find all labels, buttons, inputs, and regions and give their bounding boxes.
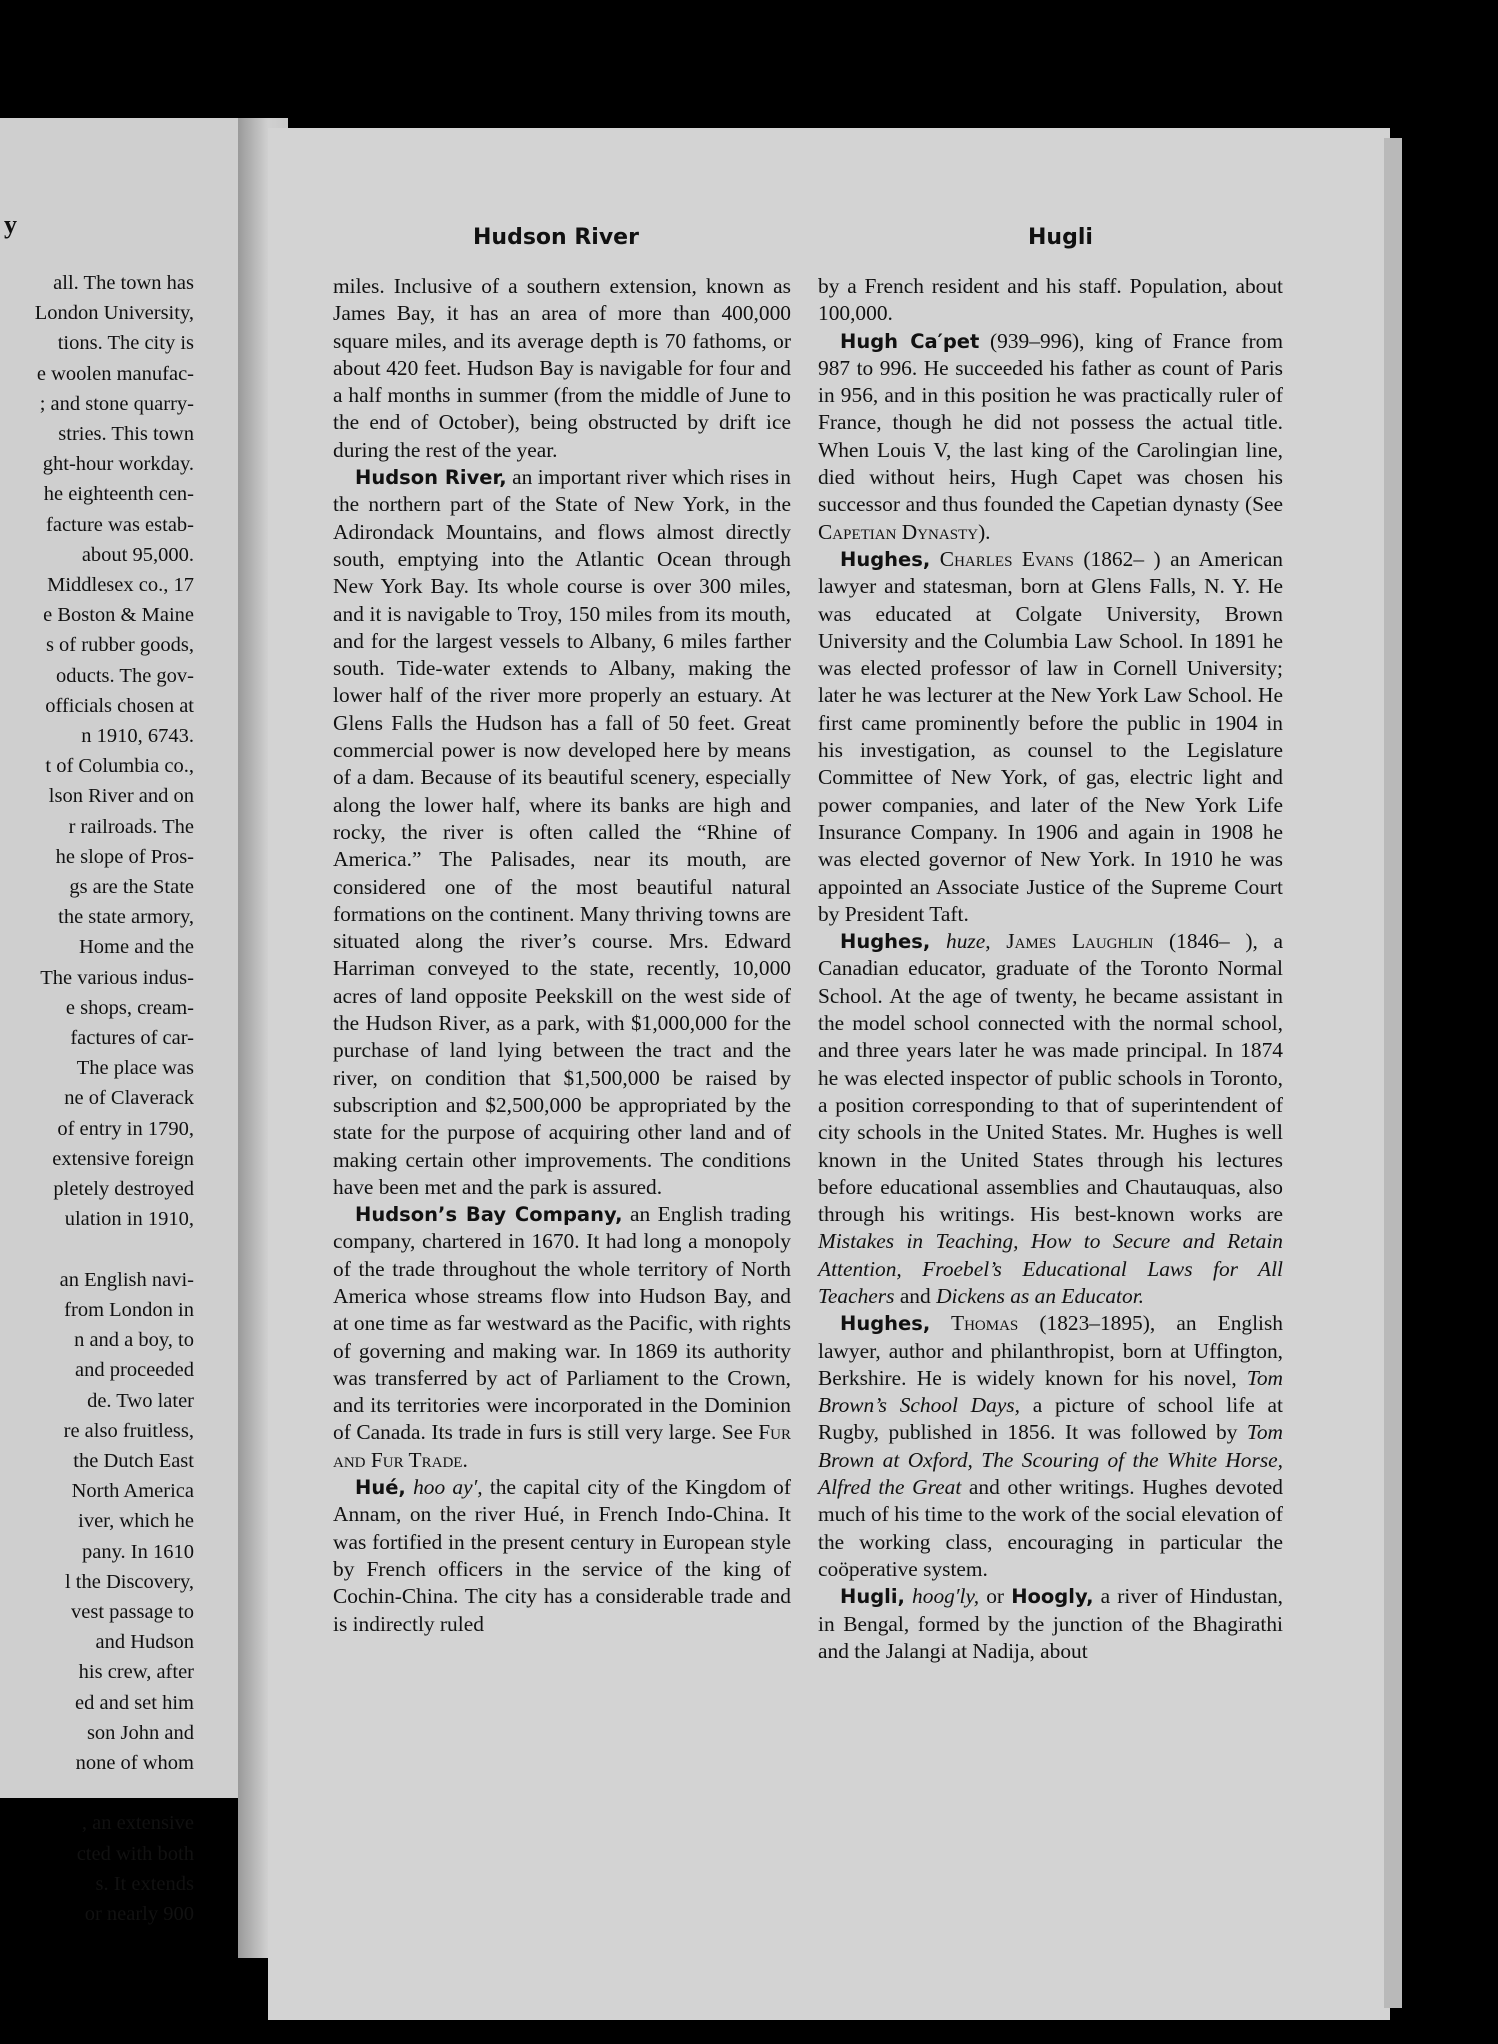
entry-text: or [979,1584,1012,1609]
entry-hugh-capet [818,328,1283,546]
left-page-line: tions. The city is [57,332,194,355]
left-page-line: stries. This town [58,423,194,446]
headword: Hughes, [840,930,931,954]
left-page-line: s of rubber goods, [45,634,194,657]
entry-text: a picture of school life at Rugby, published in 1856. It was followed by [818,1393,1283,1445]
left-page-line: s. It extends [95,1872,194,1895]
left-page-line: none of whom [75,1751,194,1774]
left-page [0,118,238,1925]
left-page-line: the state armory, [58,906,194,929]
headword: Hudson River, [355,466,507,490]
entry-text: (939–996), king of France from 987 to 996. He succeeded his father as count of Paris in 956, and in this position he was practically ruler of France, though he did not possess the actual title. When Louis V, the last king of the Carolingian line, died without heirs, Hugh Capet was chosen his successor and thus founded the Capetian dynasty (See [818,328,1284,517]
entry-hudson-river [333,464,791,1201]
left-page-line: ne of Claverack [64,1087,194,1110]
left-page-line: pletely destroyed [53,1178,194,1201]
entry-text: (1862– ) an American lawyer and statesman, born at Glens Falls, N. Y. He was educated at Colgate University, Brown University and the Columbia Law School. In 1891 he was elected professor of law in Cornell University; later he was lecturer at the New York Law School. He first came prominently before the public in 1904 in his investigation, as counsel to the Legislature Committee of New York, of gas, electric light and power companies, and later of the New York Life Insurance Company. In 1906 and again in 1908 he was elected governor of New York. In 1910 he was appointed an Associate Justice of the Supreme Court by President Taft. [818,546,1284,926]
left-page-line: r railroads. The [68,815,194,838]
entry-text: and other writings. Hughes devoted much of his time to the work of the social elevation of the working class, encouraging in particular the coöperative system. [818,1475,1283,1581]
pronunciation: hoog′ly, [904,1584,980,1609]
entry-text: a river of Hindustan, in Bengal, formed by the junction of the Bhagirathi and the Jalangi at Nadija, about [818,1584,1283,1663]
left-page-line: extensive foreign [52,1147,194,1170]
entry-hughes-charles-evans [818,546,1283,928]
cross-reference: Fur and Fur Trade. [333,1420,791,1472]
entry-text: an English trading company, chartered in 1670. It had long a monopoly of the trade throughout the whole territory of North America whose streams flow into Hudson Bay, and at one time as far westward as the Pacific, with rights of governing and making war. In 1869 its authority was transferred by act of Parliament to the Crown, and its territories were incorporated in the Dominion of Canada. Its trade in furs is still very large. See [333,1202,792,1445]
entry-hue [333,1474,791,1638]
entry-text: ). [978,519,991,544]
work-titles: Mistakes in Teaching, How to Secure and Retain Attention, Froebel’s Educational Laws for All Teachers [818,1229,1283,1308]
left-page-line: cted with both [76,1842,194,1865]
pronunciation: hoo ay′, [405,1475,483,1500]
left-page-line: iver, which he [78,1510,194,1533]
entry-hugli [818,1583,1283,1665]
pronunciation: huze, [930,929,991,954]
left-page-line: t of Columbia co., [45,755,194,778]
left-page-line: l the Discovery, [64,1570,194,1593]
work-titles: Tom Brown’s School Days, [818,1365,1283,1418]
headword: Hugli, [840,1585,905,1609]
left-page-line: Home and the [79,936,194,959]
left-page-line: de. Two later [87,1389,194,1412]
left-page-line: he eighteenth cen- [43,483,194,506]
left-page-line: the Dutch East [73,1449,194,1472]
left-page-line: an English navi- [59,1268,194,1291]
left-page-line: all. The town has [53,272,194,294]
entry-text: and [894,1283,937,1308]
left-page-line: e shops, cream- [65,996,194,1019]
left-page-line: gs are the State [69,876,194,899]
column-2 [818,273,1283,1665]
headword: Hugh Ca′pet [840,329,980,353]
entry-text: (1846– ), a Canadian educator, graduate of the Toronto Normal School. At the age of twenty, he became assistant in the model school connected with the normal school, and three years later he was made principal. In 1874 he was elected inspector of public schools in Toronto, a position corresponding to that of superintendent of city schools in the United States. Mr. Hughes is well known in the United States through his lectures before educational assemblies and Chautauquas, also through his writings. His best-known works are [818,929,1283,1227]
left-page-line: or nearly 900 [84,1902,194,1925]
work-titles: Dickens as an Educator. [936,1283,1144,1308]
left-page-line: , an extensive [81,1812,194,1835]
left-page-line: facture was estab- [46,513,194,536]
left-page-line: officials chosen at [45,694,194,717]
left-page-line: about 95,000. [81,543,194,566]
left-page-line: n 1910, 6743. [81,725,194,748]
entry-text: the capital city of the Kingdom of Annam, on the river Hué, in French Indo-China. It was fortified in the present century in European style by French officers in the service of the king of Cochin-China. The city has a considerable trade and is indirectly ruled [333,1475,791,1636]
headword: Hudson’s Bay Company, [355,1203,623,1227]
left-page-line: oducts. The gov- [56,664,194,687]
cross-reference: Capetian Dynasty [818,519,979,544]
left-page-line: The various indus- [40,966,194,989]
left-page-line: ; and stone quarry- [39,392,194,415]
headword: Hué, [355,1476,406,1500]
left-page-line: Middlesex co., 17 [47,574,194,597]
person-name: James Laughlin [990,929,1154,954]
left-page-line: vest passage to [71,1600,194,1623]
left-page-line: he slope of Pros- [55,845,194,868]
headword: Hoogly, [1011,1585,1094,1609]
left-page-line: lson River and on [48,785,194,808]
left-page-line: The place was [76,1057,194,1080]
running-head-left: Hudson River [473,225,639,250]
left-page-line: North America [71,1480,194,1503]
entry-text: (1823–1895), an English lawyer, author and philanthropist, born at Uffington, Berkshire. He is widely known for his novel, [818,1311,1283,1390]
left-page-line: n and a boy, to [74,1329,194,1352]
entry-hughes-thomas [818,1310,1283,1583]
left-page-line: and Hudson [95,1631,194,1654]
page-edge [1384,138,1402,2008]
column-1 [333,273,791,1638]
person-name: Thomas [930,1311,1019,1336]
headword: Hughes, [840,547,931,571]
left-page-line: son John and [86,1721,194,1744]
entry-hudsons-bay-company [333,1201,791,1474]
left-page-line: pany. In 1610 [82,1540,194,1563]
left-page-line: from London in [64,1298,194,1321]
left-page-line: ulation in 1910, [64,1208,194,1231]
headword: Hughes, [840,1312,931,1336]
left-page-header: y [4,210,17,239]
left-page-line [0,1235,194,1265]
work-titles: Tom Brown at Oxford, The Scouring of the White Horse, Alfred the Great [818,1420,1283,1500]
paragraph-hue-continued: by a French resident and his staff. Population, about 100,000. [818,274,1283,326]
left-page-line: ed and set him [75,1691,194,1714]
paragraph-hudson-bay: miles. Inclusive of a southern extension, known as James Bay, it has an area of more than 400,000 square miles, and its average depth is 70 fathoms, or about 420 feet. Hudson Bay is navigable for four and a half months in summer (from the middle of June to the end of October), being obstructed by drift ice during the rest of the year. [333,274,791,462]
left-page-line: e Boston & Maine [43,604,194,627]
left-page-line [0,1778,194,1808]
person-name: Charles Evans [930,546,1074,571]
left-page-line: London University, [34,302,194,325]
left-page-line: e woolen manufac- [36,362,194,385]
left-page-line: factures of car- [70,1027,194,1050]
left-page-column [0,268,194,1929]
entry-hughes-james-laughlin [818,928,1283,1310]
left-page-line: re also fruitless, [63,1419,194,1442]
left-page-line: of entry in 1790, [57,1117,194,1140]
left-page-line: ght-hour workday. [42,453,194,476]
left-page-line: his crew, after [78,1661,194,1684]
running-head-right: Hugli [1028,225,1093,250]
left-page-line: and proceeded [75,1359,194,1382]
entry-text: an important river which rises in the northern part of the State of New York, in the Adirondack Mountains, and flows almost directly south, emptying into the Atlantic Ocean through New York Bay. Its whole course is over 300 miles, and it is navigable to Troy, 150 miles from its mouth, and for the largest vessels to Albany, 6 miles farther south. Tide-water extends to Albany, making the lower half of the river more properly an estuary. At Glens Falls the Hudson has a fall of 50 feet. Great commercial power is now developed here by means of a dam. Because of its beautiful scenery, especially along the lower half, where its banks are high and rocky, the river is often called the “Rhine of America.” The Palisades, near its mouth, are considered one of the most beautiful natural formations on the continent. Many thriving towns are situated along the river’s course. Mrs. Edward Harriman conveyed to the state, recently, 10,000 acres of land opposite Peekskill on the west side of the Hudson River, as a park, with $1,000,000 for the purchase of land lying between the tract and the river, on condition that $1,500,000 be raised by subscription and $2,500,000 be appropriated by the state for the purpose of acquiring other land and of making certain other improvements. The conditions have been met and the park is assured. [333,465,791,1199]
